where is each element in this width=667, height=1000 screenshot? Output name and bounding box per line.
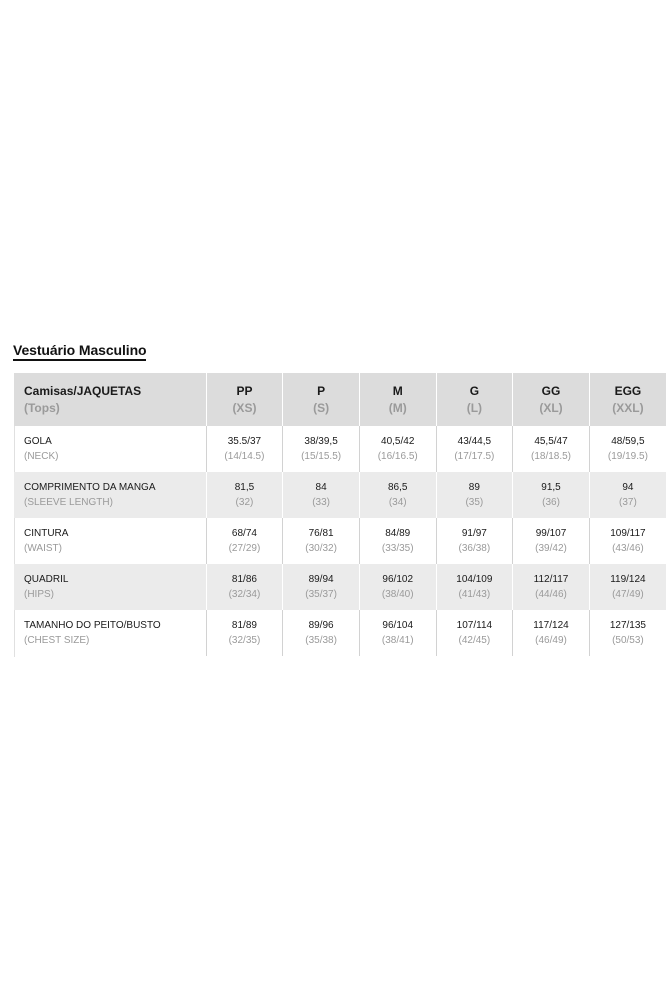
cell-in: (30/32) [305,543,337,554]
cell-in: (46/49) [535,635,567,646]
header-size-gg [513,373,590,426]
cell-cm: 86,5 [387,482,408,493]
size-intl-name: (L) [466,400,483,415]
size-name: M [392,383,403,398]
table-cell [513,564,590,610]
table-cell [283,610,360,656]
cell-in: (32/35) [228,635,261,646]
table-cell [283,472,360,518]
table-cell [513,472,590,518]
cell-cm: 94 [622,482,634,493]
row-label: CINTURA [24,528,69,539]
table-cell [359,564,436,610]
cell-in: (39/42) [535,543,567,554]
size-name: GG [541,383,561,398]
table-cell [589,564,666,610]
row-label: TAMANHO DO PEITO/BUSTO [24,620,161,631]
table-row-neck [14,426,666,472]
cell-cm: 107/114 [456,620,493,631]
size-intl-name: (M) [388,400,407,415]
cell-in: (15/15.5) [301,451,342,462]
row-label-sub: (CHEST SIZE) [24,635,90,646]
cell-cm: 89/94 [308,574,334,585]
cell-in: (33) [312,497,330,508]
row-label-cell [14,564,206,610]
cell-cm: 43/44,5 [457,436,492,447]
table-cell [513,518,590,564]
cell-in: (27/29) [228,543,261,554]
cell-in: (17/17.5) [454,451,495,462]
cell-in: (35) [465,497,484,508]
cell-cm: 84 [315,482,327,493]
cell-in: (33/35) [381,543,414,554]
table-cell [206,472,283,518]
cell-cm: 99/107 [535,528,567,539]
cell-in: (47/49) [612,589,644,600]
cell-in: (36) [542,497,560,508]
row-label-sub: (WAIST) [24,543,62,554]
table-cell [359,518,436,564]
cell-cm: 40,5/42 [381,436,415,447]
cell-in: (42/45) [458,635,491,646]
row-label-sub: (HIPS) [24,589,54,600]
row-label: GOLA [24,436,52,447]
row-label-cell [14,518,206,564]
header-label: Camisas/JAQUETAS [24,383,142,398]
cell-in: (35/37) [305,589,337,600]
cell-in: (38/41) [381,635,414,646]
cell-cm: 119/124 [610,574,646,585]
header-size-m [359,373,436,426]
table-cell [283,426,360,472]
table-cell [436,518,513,564]
table-cell [513,426,590,472]
cell-cm: 96/102 [382,574,414,585]
cell-cm: 96/104 [382,620,414,631]
table-cell [359,426,436,472]
cell-cm: 89/96 [308,620,334,631]
row-label-cell [14,472,206,518]
cell-cm: 91,5 [541,482,561,493]
header-size-p [283,373,360,426]
table-row-sleeve-length [14,472,666,518]
table-row-chest [14,610,666,656]
size-intl-name: (XS) [232,400,257,415]
cell-in: (37) [619,497,637,508]
cell-in: (44/46) [535,589,567,600]
section-title: Vestuário Masculino [13,342,146,361]
cell-cm: 48/59,5 [611,436,645,447]
cell-in: (36/38) [458,543,491,554]
row-label-sub: (NECK) [24,451,59,462]
header-label-sub: (Tops) [24,400,60,415]
row-label: COMPRIMENTO DA MANGA [24,482,156,493]
table-cell [589,472,666,518]
cell-in: (41/43) [458,589,491,600]
cell-cm: 35.5/37 [227,436,262,447]
cell-in: (16/16.5) [377,451,418,462]
header-label-cell [14,373,206,426]
cell-in: (19/19.5) [607,451,648,462]
table-cell [206,564,283,610]
cell-cm: 84/89 [385,528,411,539]
cell-cm: 127/135 [609,620,646,631]
size-name: G [469,383,480,398]
size-chart-section [13,342,666,646]
cell-in: (34) [388,497,407,508]
cell-in: (32) [235,497,254,508]
table-cell [589,610,666,656]
cell-in: (35/38) [305,635,337,646]
table-cell [283,564,360,610]
cell-in: (32/34) [228,589,261,600]
table-cell [589,518,666,564]
size-intl-name: (S) [313,400,330,415]
table-cell [513,610,590,656]
cell-cm: 91/97 [461,528,487,539]
size-table [14,373,666,656]
cell-cm: 89 [468,482,480,493]
cell-cm: 109/117 [610,528,646,539]
cell-cm: 38/39,5 [304,436,338,447]
table-cell [206,426,283,472]
cell-cm: 81/86 [231,574,257,585]
cell-cm: 81,5 [234,482,255,493]
table-row-hips [14,564,666,610]
cell-in: (14/14.5) [224,451,265,462]
table-cell [206,610,283,656]
cell-cm: 45,5/47 [534,436,568,447]
cell-cm: 104/109 [456,574,493,585]
table-row-waist [14,518,666,564]
table-cell [436,426,513,472]
cell-in: (18/18.5) [530,451,572,462]
table-cell [359,472,436,518]
size-name: PP [236,383,253,398]
cell-cm: 68/74 [231,528,257,539]
table-cell [436,564,513,610]
table-header-row [14,373,666,426]
size-name: EGG [614,383,642,398]
size-intl-name: (XXL) [612,400,644,415]
row-label: QUADRIL [24,574,69,585]
header-size-egg [589,373,666,426]
header-size-g [436,373,513,426]
size-intl-name: (XL) [539,400,563,415]
table-cell [436,472,513,518]
cell-cm: 81/89 [231,620,257,631]
row-label-cell [14,610,206,656]
table-cell [283,518,360,564]
cell-cm: 76/81 [308,528,334,539]
row-label-cell [14,426,206,472]
table-cell [359,610,436,656]
header-size-pp [206,373,283,426]
cell-cm: 112/117 [533,574,569,585]
table-cell [436,610,513,656]
table-cell [589,426,666,472]
size-name: P [317,383,326,398]
cell-cm: 117/124 [533,620,569,631]
table-cell [206,518,283,564]
cell-in: (43/46) [612,543,644,554]
cell-in: (50/53) [612,635,644,646]
cell-in: (38/40) [381,589,414,600]
row-label-sub: (SLEEVE LENGTH) [24,497,113,508]
